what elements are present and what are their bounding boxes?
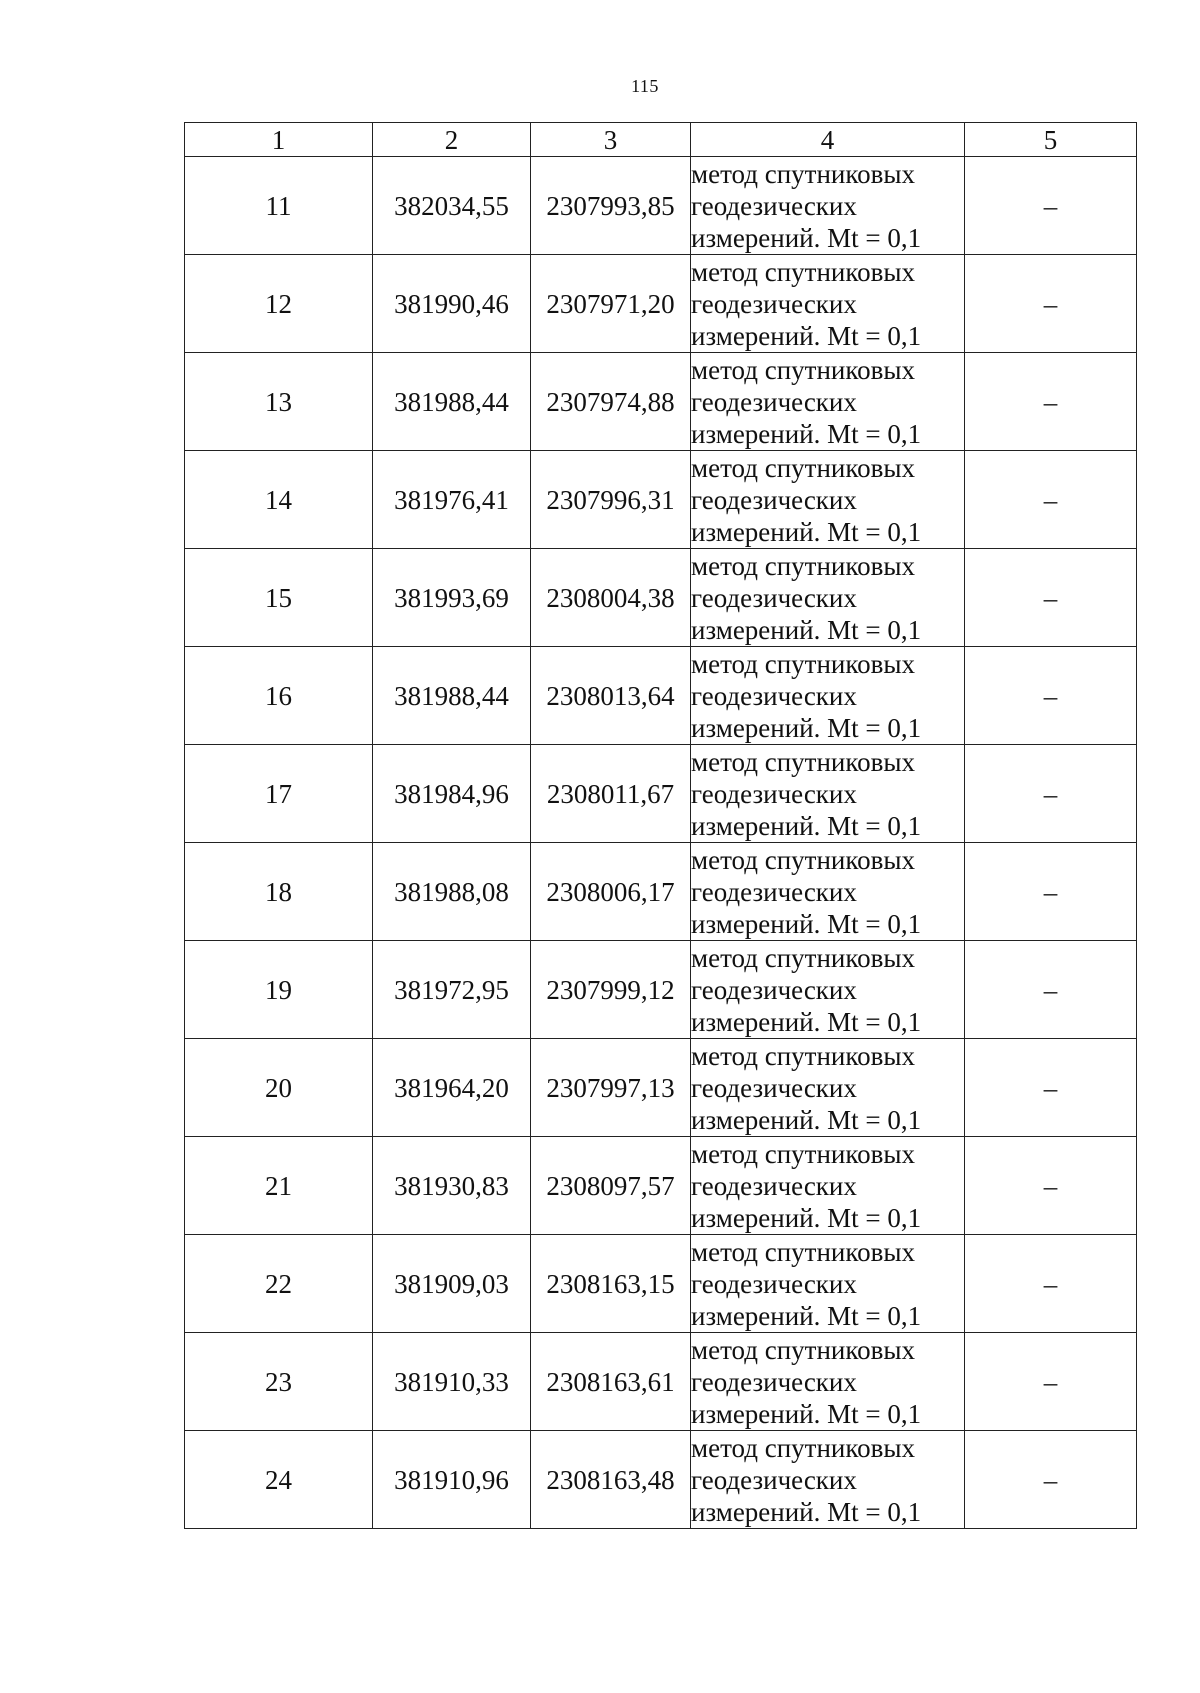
y-coordinate-cell: 2308097,57 bbox=[531, 1137, 691, 1235]
method-line: измерений. Mt = 0,1 bbox=[691, 908, 922, 939]
method-line: метод спутниковых bbox=[691, 942, 915, 973]
method-line: измерений. Mt = 0,1 bbox=[691, 516, 922, 547]
x-coordinate-cell: 381910,96 bbox=[373, 1431, 531, 1529]
point-number-cell: 15 bbox=[185, 549, 373, 647]
point-number-cell: 11 bbox=[185, 157, 373, 255]
method-cell bbox=[691, 941, 965, 1039]
table-row bbox=[185, 353, 1137, 451]
point-number-cell: 24 bbox=[185, 1431, 373, 1529]
method-line: измерений. Mt = 0,1 bbox=[691, 222, 922, 253]
point-number-cell: 20 bbox=[185, 1039, 373, 1137]
point-number-cell: 18 bbox=[185, 843, 373, 941]
header-cell-5: 5 bbox=[965, 123, 1137, 157]
method-line: метод спутниковых bbox=[691, 354, 915, 385]
y-coordinate-cell: 2308163,61 bbox=[531, 1333, 691, 1431]
column-5-cell: – bbox=[965, 451, 1137, 549]
point-number-cell: 19 bbox=[185, 941, 373, 1039]
table-row bbox=[185, 451, 1137, 549]
table-row bbox=[185, 1333, 1137, 1431]
y-coordinate-cell: 2308013,64 bbox=[531, 647, 691, 745]
y-coordinate-cell: 2307974,88 bbox=[531, 353, 691, 451]
method-line: геодезических bbox=[691, 876, 857, 907]
method-cell bbox=[691, 157, 965, 255]
method-line: метод спутниковых bbox=[691, 452, 915, 483]
method-line: измерений. Mt = 0,1 bbox=[691, 1006, 922, 1037]
method-line: метод спутниковых bbox=[691, 158, 915, 189]
x-coordinate-cell: 382034,55 bbox=[373, 157, 531, 255]
x-coordinate-cell: 381988,44 bbox=[373, 353, 531, 451]
method-cell bbox=[691, 1137, 965, 1235]
column-5-cell: – bbox=[965, 1431, 1137, 1529]
column-5-cell: – bbox=[965, 745, 1137, 843]
table-row bbox=[185, 1137, 1137, 1235]
y-coordinate-cell: 2307999,12 bbox=[531, 941, 691, 1039]
method-line: измерений. Mt = 0,1 bbox=[691, 1300, 922, 1331]
point-number-cell: 17 bbox=[185, 745, 373, 843]
column-5-cell: – bbox=[965, 1235, 1137, 1333]
header-cell-1: 1 bbox=[185, 123, 373, 157]
point-number-cell: 22 bbox=[185, 1235, 373, 1333]
table-row bbox=[185, 1235, 1137, 1333]
point-number-cell: 12 bbox=[185, 255, 373, 353]
point-number-cell: 23 bbox=[185, 1333, 373, 1431]
method-cell bbox=[691, 1039, 965, 1137]
method-cell bbox=[691, 1431, 965, 1529]
y-coordinate-cell: 2307993,85 bbox=[531, 157, 691, 255]
method-cell bbox=[691, 745, 965, 843]
method-line: геодезических bbox=[691, 582, 857, 613]
coordinates-table bbox=[184, 122, 1137, 1529]
method-line: геодезических bbox=[691, 1366, 857, 1397]
column-5-cell: – bbox=[965, 255, 1137, 353]
table-row bbox=[185, 941, 1137, 1039]
table-row bbox=[185, 549, 1137, 647]
table-row bbox=[185, 843, 1137, 941]
method-cell bbox=[691, 843, 965, 941]
method-line: измерений. Mt = 0,1 bbox=[691, 1202, 922, 1233]
method-line: метод спутниковых bbox=[691, 746, 915, 777]
table-row bbox=[185, 157, 1137, 255]
x-coordinate-cell: 381910,33 bbox=[373, 1333, 531, 1431]
method-cell bbox=[691, 1235, 965, 1333]
method-line: измерений. Mt = 0,1 bbox=[691, 1104, 922, 1135]
column-5-cell: – bbox=[965, 157, 1137, 255]
y-coordinate-cell: 2308163,48 bbox=[531, 1431, 691, 1529]
method-line: метод спутниковых bbox=[691, 1138, 915, 1169]
column-5-cell: – bbox=[965, 1039, 1137, 1137]
column-5-cell: – bbox=[965, 647, 1137, 745]
table-row bbox=[185, 1039, 1137, 1137]
method-line: метод спутниковых bbox=[691, 844, 915, 875]
method-line: измерений. Mt = 0,1 bbox=[691, 614, 922, 645]
method-line: измерений. Mt = 0,1 bbox=[691, 1398, 922, 1429]
table-row bbox=[185, 745, 1137, 843]
method-line: метод спутниковых bbox=[691, 1040, 915, 1071]
method-line: измерений. Mt = 0,1 bbox=[691, 320, 922, 351]
method-line: геодезических bbox=[691, 190, 857, 221]
column-5-cell: – bbox=[965, 353, 1137, 451]
table-row bbox=[185, 255, 1137, 353]
header-cell-3: 3 bbox=[531, 123, 691, 157]
x-coordinate-cell: 381964,20 bbox=[373, 1039, 531, 1137]
method-line: метод спутниковых bbox=[691, 1334, 915, 1365]
y-coordinate-cell: 2307997,13 bbox=[531, 1039, 691, 1137]
column-5-cell: – bbox=[965, 1137, 1137, 1235]
column-5-cell: – bbox=[965, 843, 1137, 941]
method-line: метод спутниковых bbox=[691, 256, 915, 287]
method-line: метод спутниковых bbox=[691, 550, 915, 581]
y-coordinate-cell: 2308004,38 bbox=[531, 549, 691, 647]
method-line: геодезических bbox=[691, 484, 857, 515]
x-coordinate-cell: 381972,95 bbox=[373, 941, 531, 1039]
method-line: измерений. Mt = 0,1 bbox=[691, 810, 922, 841]
method-cell bbox=[691, 255, 965, 353]
method-line: геодезических bbox=[691, 680, 857, 711]
x-coordinate-cell: 381988,08 bbox=[373, 843, 531, 941]
y-coordinate-cell: 2307971,20 bbox=[531, 255, 691, 353]
method-cell bbox=[691, 549, 965, 647]
method-line: метод спутниковых bbox=[691, 1432, 915, 1463]
x-coordinate-cell: 381988,44 bbox=[373, 647, 531, 745]
page-number: 115 bbox=[631, 76, 659, 96]
method-cell bbox=[691, 353, 965, 451]
method-line: метод спутниковых bbox=[691, 1236, 915, 1267]
method-line: геодезических bbox=[691, 1268, 857, 1299]
header-cell-4: 4 bbox=[691, 123, 965, 157]
table-row bbox=[185, 1431, 1137, 1529]
method-line: измерений. Mt = 0,1 bbox=[691, 1496, 922, 1527]
point-number-cell: 16 bbox=[185, 647, 373, 745]
point-number-cell: 21 bbox=[185, 1137, 373, 1235]
method-line: геодезических bbox=[691, 386, 857, 417]
column-5-cell: – bbox=[965, 1333, 1137, 1431]
method-line: метод спутниковых bbox=[691, 648, 915, 679]
point-number-cell: 14 bbox=[185, 451, 373, 549]
y-coordinate-cell: 2308006,17 bbox=[531, 843, 691, 941]
column-5-cell: – bbox=[965, 941, 1137, 1039]
table-row bbox=[185, 647, 1137, 745]
column-5-cell: – bbox=[965, 549, 1137, 647]
method-cell bbox=[691, 451, 965, 549]
method-line: измерений. Mt = 0,1 bbox=[691, 712, 922, 743]
method-line: геодезических bbox=[691, 1072, 857, 1103]
method-line: геодезических bbox=[691, 778, 857, 809]
y-coordinate-cell: 2308163,15 bbox=[531, 1235, 691, 1333]
method-cell bbox=[691, 1333, 965, 1431]
x-coordinate-cell: 381976,41 bbox=[373, 451, 531, 549]
x-coordinate-cell: 381984,96 bbox=[373, 745, 531, 843]
y-coordinate-cell: 2307996,31 bbox=[531, 451, 691, 549]
x-coordinate-cell: 381909,03 bbox=[373, 1235, 531, 1333]
method-line: геодезических bbox=[691, 1170, 857, 1201]
point-number-cell: 13 bbox=[185, 353, 373, 451]
x-coordinate-cell: 381930,83 bbox=[373, 1137, 531, 1235]
y-coordinate-cell: 2308011,67 bbox=[531, 745, 691, 843]
method-line: геодезических bbox=[691, 974, 857, 1005]
method-cell bbox=[691, 647, 965, 745]
x-coordinate-cell: 381993,69 bbox=[373, 549, 531, 647]
table-header-row bbox=[185, 123, 1137, 157]
table-body bbox=[185, 157, 1137, 1529]
method-line: геодезических bbox=[691, 288, 857, 319]
method-line: геодезических bbox=[691, 1464, 857, 1495]
header-cell-2: 2 bbox=[373, 123, 531, 157]
x-coordinate-cell: 381990,46 bbox=[373, 255, 531, 353]
method-line: измерений. Mt = 0,1 bbox=[691, 418, 922, 449]
